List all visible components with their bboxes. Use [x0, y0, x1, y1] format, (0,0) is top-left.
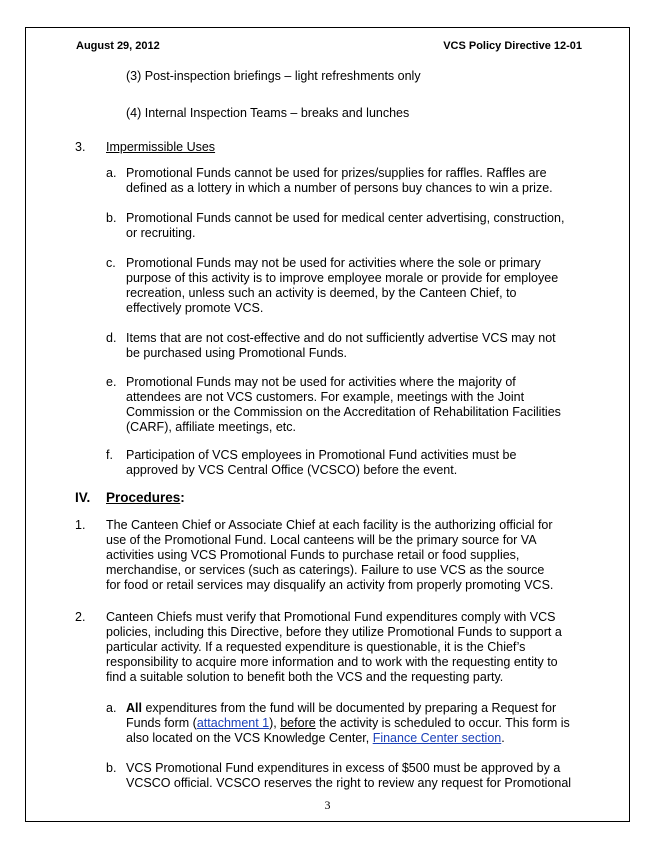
- use-b-marker: b.: [106, 211, 117, 225]
- section-3-number: 3.: [75, 140, 86, 154]
- procedure-2-marker: 2.: [75, 610, 86, 624]
- header-date: August 29, 2012: [76, 40, 160, 52]
- procedure-2-line: find a suitable solution to benefit both the VCS and the requesting party.: [106, 670, 504, 684]
- procedure-1-line: merchandise, or services (such as caterings). Failure to use VCS as the source: [106, 563, 545, 577]
- use-d-line: be purchased using Promotional Funds.: [126, 346, 347, 360]
- use-c-line: effectively promote VCS.: [126, 301, 264, 315]
- use-a-line: defined as a lottery in which a number of persons buy chances to win a prize.: [126, 181, 553, 195]
- procedure-2b-marker: b.: [106, 761, 117, 775]
- item-4-inspection-teams: (4) Internal Inspection Teams – breaks and lunches: [126, 106, 410, 120]
- use-e-line: Promotional Funds may not be used for activities where the majority of: [126, 375, 516, 389]
- use-b-line: or recruiting.: [126, 226, 196, 240]
- procedure-2a-marker: a.: [106, 701, 117, 715]
- section-iv-heading: [106, 490, 185, 505]
- procedure-2a-text: expenditures from the fund will be documented by preparing a Request for: [141, 701, 557, 715]
- before-emphasis: before: [280, 716, 316, 730]
- procedure-2a-text: .: [501, 731, 505, 745]
- procedure-2b-line: VCSCO official. VCSCO reserves the right to review any request for Promotional: [126, 776, 572, 790]
- use-f-line: Participation of VCS employees in Promotional Fund activities must be: [126, 448, 517, 462]
- use-e-marker: e.: [106, 375, 117, 389]
- use-b-line: Promotional Funds cannot be used for medical center advertising, construction,: [126, 211, 565, 225]
- procedure-2-line: particular activity. If a requested expenditure is questionable, it is the Chief’s: [106, 640, 526, 654]
- use-c-line: Promotional Funds may not be used for activities where the sole or primary: [126, 256, 541, 270]
- use-c-line: purpose of this activity is to improve employee morale or provide for employee: [126, 271, 559, 285]
- use-e-line: Commission or the Commission on the Accreditation of Rehabilitation Facilities: [126, 405, 561, 419]
- attachment-1-link[interactable]: attachment 1: [196, 716, 270, 730]
- procedure-2-line: Canteen Chiefs must verify that Promotional Fund expenditures comply with VCS: [106, 610, 556, 624]
- use-c-marker: c.: [106, 256, 116, 270]
- use-e-line: attendees are not VCS customers. For example, meetings with the Joint: [126, 390, 525, 404]
- page-number: 3: [324, 798, 331, 812]
- use-e-line: (CARF), affiliate meetings, etc.: [126, 420, 296, 434]
- section-iv-title: Procedures: [106, 490, 181, 505]
- procedure-2b-line: VCS Promotional Fund expenditures in excess of $500 must be approved by a: [126, 761, 561, 775]
- item-3-post-inspection: (3) Post-inspection briefings – light refreshments only: [126, 69, 421, 83]
- use-c-line: recreation, unless such an activity is deemed, by the Canteen Chief, to: [126, 286, 517, 300]
- procedure-2-line: policies, including this Directive, before they utilize Promotional Funds to support a: [106, 625, 562, 639]
- all-emphasis: All: [126, 701, 142, 715]
- header-directive: VCS Policy Directive 12-01: [443, 40, 582, 52]
- section-iv-colon: :: [180, 490, 185, 505]
- procedure-1-line: The Canteen Chief or Associate Chief at each facility is the authorizing official for: [106, 518, 553, 532]
- use-f-line: approved by VCS Central Office (VCSCO) before the event.: [126, 463, 458, 477]
- procedure-1-marker: 1.: [75, 518, 86, 532]
- use-d-marker: d.: [106, 331, 117, 345]
- procedure-2a-text: Funds form (: [126, 716, 197, 730]
- procedure-1-line: for food or retail services may disqualify an activity from properly promoting VCS.: [106, 578, 554, 592]
- procedure-2-line: responsibility to acquire more information and to work with the requesting entity to: [106, 655, 558, 669]
- use-f-marker: f.: [106, 448, 113, 462]
- procedure-1-line: use of the Promotional Fund. Local canteens will be the primary source for VA: [106, 533, 537, 547]
- procedure-2a-text: ),: [269, 716, 281, 730]
- use-a-line: Promotional Funds cannot be used for prizes/supplies for raffles. Raffles are: [126, 166, 547, 180]
- procedure-2a-line-3: [126, 731, 505, 746]
- procedure-2a-text: also located on the VCS Knowledge Center,: [126, 731, 373, 745]
- use-a-marker: a.: [106, 166, 117, 180]
- finance-center-link[interactable]: Finance Center section: [372, 731, 502, 745]
- procedure-1-line: activities using VCS Promotional Funds to purchase retail or food supplies,: [106, 548, 520, 562]
- section-3-title: Impermissible Uses: [106, 140, 216, 154]
- use-d-line: Items that are not cost-effective and do not sufficiently advertise VCS may not: [126, 331, 556, 345]
- procedure-2a-line-2: [126, 716, 570, 731]
- section-iv-number: IV.: [75, 490, 91, 505]
- procedure-2a-line-1: [126, 701, 556, 716]
- procedure-2a-text: the activity is scheduled to occur. This form is: [315, 716, 570, 730]
